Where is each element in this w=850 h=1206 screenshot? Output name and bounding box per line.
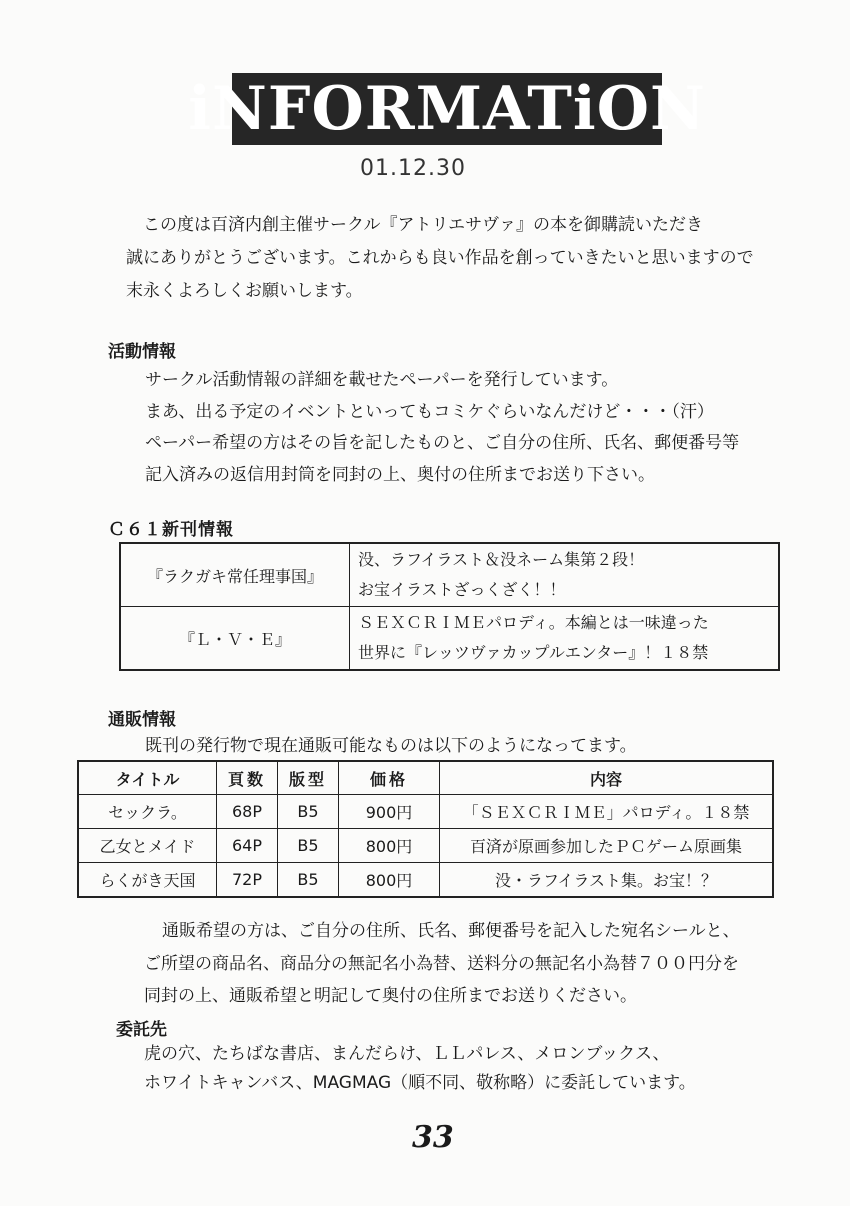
book-description (350, 607, 780, 671)
table-row (120, 607, 779, 671)
activity-line-2: まあ、出る予定のイベントといってもコミケぐらいなんだけど・・・（汗） (145, 402, 714, 422)
mail-order-intro: 既刊の発行物で現在通販可能なものは以下のようになってます。 (145, 736, 637, 756)
banner-title: iNFORMATiON (188, 74, 706, 144)
table-row (78, 795, 773, 829)
cell-price: 800円 (339, 863, 440, 898)
book-title: 『ラクガキ常任理事国』 (120, 543, 350, 607)
cell-title: らくがき天国 (78, 863, 217, 898)
description-line: 世界に『レッツヴァカップルエンター』！１８禁 (358, 643, 709, 662)
cell-content: 百済が原画参加したＰＣゲーム原画集 (440, 829, 774, 863)
cell-size: B5 (278, 829, 339, 863)
cell-pages: 68P (217, 795, 278, 829)
page-number: 33 (412, 1120, 454, 1155)
intro-line-3: 末永くよろしくお願いします。 (126, 281, 363, 301)
description-line: ＳＥＸＣＲＩＭＥパロディ。本編とは一味違った (358, 613, 709, 632)
activity-line-4: 記入済みの返信用封筒を同封の上、奥付の住所までお送り下さい。 (145, 465, 655, 485)
cell-price: 900円 (339, 795, 440, 829)
mail-order-instruction-1: 通販希望の方は、ご自分の住所、氏名、郵便番号を記入した宛名シールと、 (162, 921, 740, 941)
cell-price: 800円 (339, 829, 440, 863)
issue-date: 01.12.30 (360, 156, 466, 181)
new-books-heading: Ｃ６１新刊情報 (108, 520, 234, 540)
consignment-line-2: ホワイトキャンバス、MAGMAG（順不同、敬称略）に委託しています。 (144, 1073, 696, 1093)
information-banner (188, 73, 706, 145)
table-header-row (78, 761, 773, 795)
book-description (350, 543, 780, 607)
cell-content: 「ＳＥＸＣＲＩＭＥ」パロディ。１８禁 (440, 795, 774, 829)
mail-order-instruction-3: 同封の上、通販希望と明記して奥付の住所までお送りください。 (144, 986, 637, 1006)
consignment-line-1: 虎の穴、たちばな書店、まんだらけ、ＬＬパレス、メロンブックス、 (144, 1044, 670, 1064)
table-row (78, 829, 773, 863)
column-header-size: 版型 (278, 761, 339, 795)
activity-heading: 活動情報 (108, 342, 176, 362)
cell-size: B5 (278, 863, 339, 898)
description-line: お宝イラストざっくざく！！ (358, 580, 566, 599)
intro-line-2: 誠にありがとうございます。これからも良い作品を創っていきたいと思いますので (126, 248, 754, 268)
activity-line-3: ペーパー希望の方はその旨を記したものと、ご自分の住所、氏名、郵便番号等 (145, 433, 740, 453)
column-header-price: 価格 (339, 761, 440, 795)
cell-pages: 64P (217, 829, 278, 863)
new-books-table (119, 542, 780, 671)
activity-line-1: サークル活動情報の詳細を載せたペーパーを発行しています。 (145, 370, 619, 390)
cell-title: 乙女とメイド (78, 829, 217, 863)
cell-pages: 72P (217, 863, 278, 898)
mail-order-heading: 通販情報 (108, 710, 176, 730)
description-line: 没、ラフイラスト＆没ネーム集第２段！ (358, 550, 645, 569)
mail-order-instruction-2: ご所望の商品名、商品分の無記名小為替、送料分の無記名小為替７００円分を (144, 954, 739, 974)
column-header-pages: 頁数 (217, 761, 278, 795)
table-row (78, 863, 773, 898)
mail-order-table (77, 760, 774, 898)
column-header-content: 内容 (440, 761, 774, 795)
cell-size: B5 (278, 795, 339, 829)
intro-line-1: この度は百済内創主催サークル『アトリエサヴァ』の本を御購読いただき (143, 215, 703, 235)
table-row (120, 543, 779, 607)
cell-content: 没・ラフイラスト集。お宝！？ (440, 863, 774, 898)
column-header-title: タイトル (78, 761, 217, 795)
consignment-heading: 委託先 (116, 1020, 167, 1040)
book-title: 『Ｌ・Ｖ・Ｅ』 (120, 607, 350, 671)
cell-title: セックラ。 (78, 795, 217, 829)
